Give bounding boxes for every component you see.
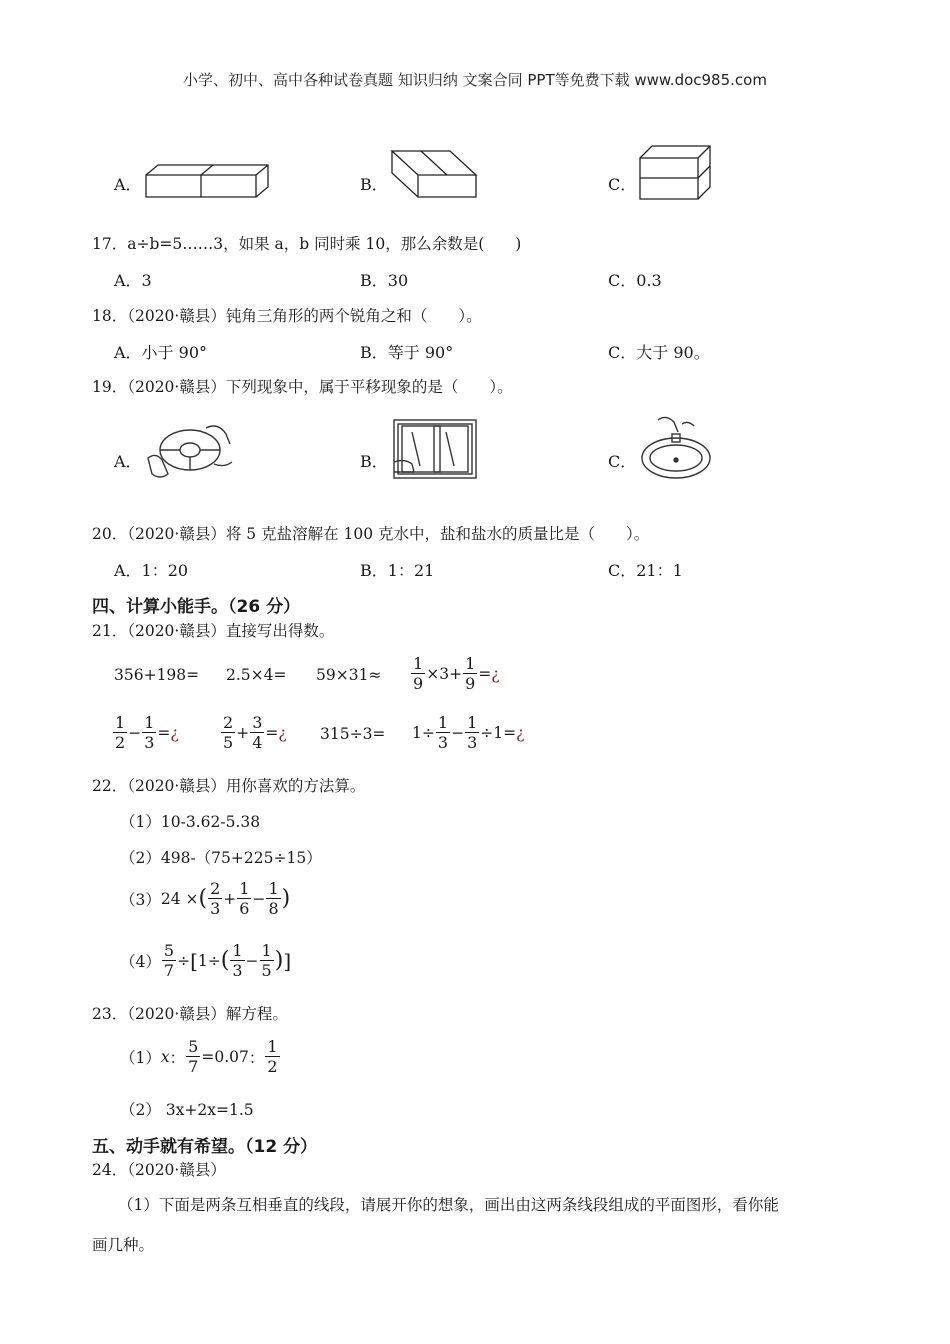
q24-instruction-line-1: （1）下面是两条互相垂直的线段，请展开你的想象，画出由这两条线段组成的平面图形，看你能 [118, 1196, 779, 1214]
q23-part-1: （1） x ： $\frac{5}{7}$ = 0.07 ： $\frac{1}{2}$ [120, 1037, 278, 1076]
page-header: 小学、初中、高中各种试卷真题 知识归纳 文案合同 PPT等免费下载 www.doc985.com [183, 71, 767, 89]
q21-stem: 21．（2020·赣县）直接写出得数。 [92, 622, 335, 640]
q21-expr-6: $\frac{2}{5}$ + $\frac{3}{4}$ = ¿ [223, 713, 287, 752]
q18-option-c: C．大于 90。 [608, 343, 710, 362]
q17-stem: 17．a÷b=5……3，如果 a，b 同时乘 10，那么余数是( ) [92, 235, 522, 253]
q16-option-a-figure [144, 163, 270, 199]
q22-part-1: （1）10-3.62-5.38 [120, 813, 261, 831]
q22-part-3: （3） 24 × ( $\frac{2}{3}$ + $\frac{1}{6}$ − $\frac{1}{8}$ ) [120, 879, 291, 918]
q21-expr-5: $\frac{1}{2}$ − $\frac{1}{3}$ = ¿ [115, 713, 179, 752]
q16-option-c-label: C． [608, 175, 637, 194]
q18-option-a: A．小于 90° [114, 343, 208, 362]
steering-wheel-icon [144, 420, 236, 482]
q21-expr-2: 2.5×4= [226, 666, 287, 684]
q19-option-a-label: A． [114, 452, 142, 471]
q18-option-b: B．等于 90° [360, 343, 454, 362]
q19-stem: 19．（2020·赣县）下列现象中，属于平移现象的是（ ）。 [92, 378, 513, 396]
section-4-title: 四、计算小能手。（26 分） [92, 597, 301, 617]
q19-option-c-label: C． [608, 452, 637, 471]
q16-option-b-label: B． [360, 175, 388, 194]
sliding-window-icon [392, 418, 478, 480]
q20-option-a: A．1：20 [114, 561, 189, 580]
q17-option-c: C．0.3 [608, 271, 662, 290]
q19-option-b-label: B． [360, 452, 388, 471]
section-5-title: 五、动手就有希望。（12 分） [92, 1137, 318, 1157]
q16-option-a-label: A． [114, 175, 142, 194]
q20-option-c: C．21：1 [608, 561, 683, 580]
q23-part-2: （2） 3x+2x=1.5 [120, 1101, 254, 1119]
q22-part-2: （2）498-（75+225÷15） [120, 849, 322, 867]
q16-option-b-figure [390, 149, 478, 201]
q17-option-a: A．3 [114, 271, 152, 290]
q22-part-4: （4） $\frac{5}{7}$ ÷ [ 1 ÷ ( $\frac{1}{3}$ − $\frac{1}{5}$ ) ] [120, 941, 292, 980]
q21-expr-1: 356+198= [114, 666, 200, 684]
q18-stem: 18．（2020·赣县）钝角三角形的两个锐角之和（ ）。 [92, 307, 482, 325]
q20-option-b: B．1：21 [360, 561, 435, 580]
q23-stem: 23．（2020·赣县）解方程。 [92, 1005, 288, 1023]
q21-expr-3: 59×31≈ [316, 666, 382, 684]
washbasin-icon [638, 414, 714, 480]
q22-stem: 22．（2020·赣县）用你喜欢的方法算。 [92, 777, 366, 795]
q24-stem: 24．（2020·赣县） [92, 1161, 226, 1179]
q24-instruction-line-2: 画几种。 [92, 1236, 155, 1254]
q21-expr-8: 1 ÷ $\frac{1}{3}$ − $\frac{1}{3}$ ÷ 1 = ¿ [412, 713, 525, 752]
q16-option-c-figure [638, 144, 712, 201]
q20-stem: 20．（2020·赣县）将 5 克盐溶解在 100 克水中，盐和盐水的质量比是（ ）。 [92, 525, 650, 543]
q21-expr-4: $\frac{1}{9}$ × 3 + $\frac{1}{9}$ = ¿ [413, 654, 500, 693]
q17-option-b: B．30 [360, 271, 409, 290]
q21-expr-7: 315÷3= [320, 725, 386, 743]
